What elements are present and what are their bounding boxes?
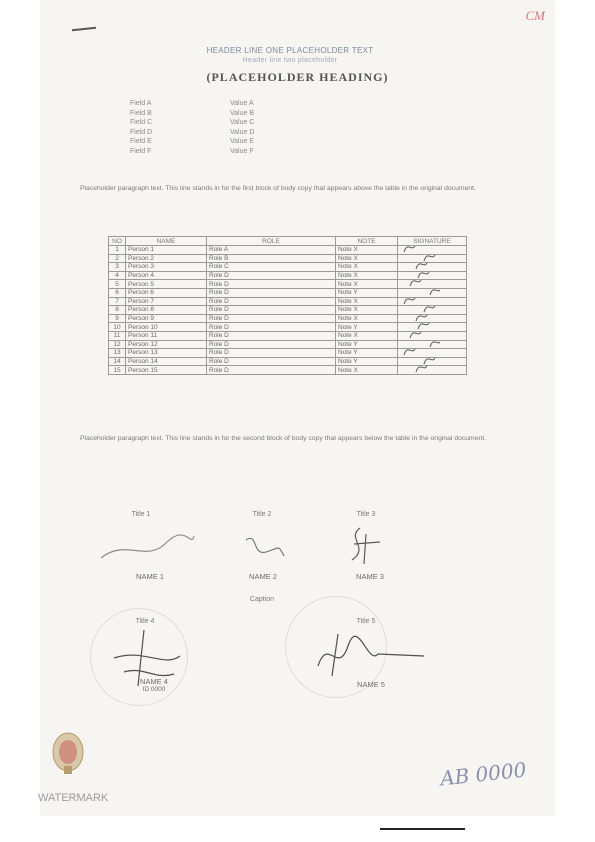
row-note: Note X <box>336 331 398 340</box>
row-name: Person 11 <box>126 331 207 340</box>
row-no: 4 <box>109 271 126 280</box>
row-name: Person 6 <box>126 288 207 297</box>
intro-paragraph: Placeholder paragraph text. This line stands in for the first block of body copy that appears above the table in the original document. <box>80 185 476 192</box>
table-row <box>109 306 467 315</box>
row-signature-scribble <box>400 366 440 375</box>
table-row <box>109 280 467 289</box>
row-signature-scribble <box>400 280 440 289</box>
row-signature-cell <box>398 306 467 315</box>
row-signature-cell <box>398 331 467 340</box>
bottom-left-signer-title: Title 4 <box>135 618 155 625</box>
mid-signer-name: NAME 2 <box>249 572 277 581</box>
row-note: Note X <box>336 297 398 306</box>
info-row <box>130 148 254 158</box>
row-name: Person 5 <box>126 280 207 289</box>
table-row <box>109 288 467 297</box>
row-signature-cell <box>398 349 467 358</box>
row-name: Person 3 <box>126 263 207 272</box>
acknowledged-caption: Caption <box>249 596 275 603</box>
left-signer-name: NAME 1 <box>136 572 164 581</box>
info-label: Field D <box>130 128 153 136</box>
row-signature-scribble <box>400 271 440 280</box>
table-row <box>109 323 467 332</box>
table-row <box>109 254 467 263</box>
row-signature-cell <box>398 288 467 297</box>
left-signer-title: Title 1 <box>131 511 151 518</box>
row-no: 3 <box>109 263 126 272</box>
header-no: NO <box>109 237 126 246</box>
row-signature-scribble <box>400 314 440 323</box>
header-role: ROLE <box>207 237 336 246</box>
row-role: Role D <box>207 357 336 366</box>
row-note: Note X <box>336 271 398 280</box>
info-row <box>130 138 254 148</box>
row-signature-cell <box>398 314 467 323</box>
info-label: Field F <box>130 147 152 155</box>
row-name: Person 13 <box>126 349 207 358</box>
table-row <box>109 297 467 306</box>
corner-handwritten-mark: CM <box>525 8 545 23</box>
info-value: Value E <box>230 138 254 145</box>
row-signature-cell <box>398 271 467 280</box>
info-value: Value F <box>230 147 254 155</box>
table-row <box>109 357 467 366</box>
row-no: 13 <box>109 349 126 358</box>
row-signature-cell <box>398 323 467 332</box>
row-signature-cell <box>398 254 467 263</box>
row-signature-scribble <box>400 349 440 358</box>
info-row <box>130 119 254 129</box>
table-row <box>109 340 467 349</box>
table-body <box>109 246 467 375</box>
row-note: Note Y <box>336 340 398 349</box>
row-no: 9 <box>109 314 126 323</box>
row-role: Role D <box>207 288 336 297</box>
header-name: NAME <box>126 237 207 246</box>
row-role: Role B <box>207 254 336 263</box>
row-name: Person 10 <box>126 323 207 332</box>
row-name: Person 15 <box>126 366 207 375</box>
row-signature-cell <box>398 357 467 366</box>
bottom-rule <box>380 828 465 830</box>
mid-signer-title: Title 2 <box>252 511 272 518</box>
table-header-row <box>109 237 467 246</box>
info-label: Field E <box>130 138 152 145</box>
row-name: Person 1 <box>126 246 207 255</box>
row-name: Person 8 <box>126 306 207 315</box>
handwritten-archive-code: AB 0000 <box>438 757 528 791</box>
row-note: Note Y <box>336 349 398 358</box>
row-no: 5 <box>109 280 126 289</box>
row-signature-scribble <box>400 246 440 255</box>
right-signer-name: NAME 3 <box>356 572 384 581</box>
table-row <box>109 263 467 272</box>
bottom-right-signer-title: Title 5 <box>356 618 376 625</box>
row-role: Role A <box>207 246 336 255</box>
row-signature-cell <box>398 366 467 375</box>
row-note: Note X <box>336 306 398 315</box>
row-role: Role C <box>207 263 336 272</box>
row-note: Note Y <box>336 323 398 332</box>
members-table <box>108 236 467 375</box>
info-value: Value B <box>230 109 254 117</box>
table-row <box>109 349 467 358</box>
row-role: Role D <box>207 340 336 349</box>
info-value: Value D <box>230 128 255 136</box>
info-block <box>130 100 254 157</box>
row-role: Role D <box>207 306 336 315</box>
header-signature: SIGNATURE <box>398 237 467 246</box>
row-role: Role D <box>207 366 336 375</box>
row-signature-cell <box>398 246 467 255</box>
row-signature-cell <box>398 297 467 306</box>
table-row <box>109 314 467 323</box>
row-note: Note Y <box>336 288 398 297</box>
row-role: Role D <box>207 271 336 280</box>
row-no: 15 <box>109 366 126 375</box>
info-label: Field C <box>130 119 153 126</box>
row-signature-scribble <box>400 323 440 332</box>
row-no: 2 <box>109 254 126 263</box>
row-role: Role D <box>207 280 336 289</box>
closing-paragraph: Placeholder paragraph text. This line stands in for the second block of body copy that appears below the table in the original document. <box>80 435 487 442</box>
row-signature-scribble <box>400 340 440 349</box>
info-label: Field B <box>130 109 152 117</box>
row-note: Note X <box>336 314 398 323</box>
right-signature-scribble <box>340 524 388 568</box>
row-signature-cell <box>398 280 467 289</box>
row-signature-scribble <box>400 297 440 306</box>
row-note: Note Y <box>336 357 398 366</box>
row-note: Note X <box>336 366 398 375</box>
row-name: Person 2 <box>126 254 207 263</box>
row-signature-scribble <box>400 306 440 315</box>
bottom-right-signer-name: NAME 5 <box>357 680 385 689</box>
row-signature-scribble <box>400 263 440 272</box>
row-role: Role D <box>207 349 336 358</box>
bottom-left-signer-id: ID 0000 <box>142 686 166 693</box>
row-role: Role D <box>207 297 336 306</box>
row-name: Person 14 <box>126 357 207 366</box>
row-no: 12 <box>109 340 126 349</box>
row-no: 6 <box>109 288 126 297</box>
table-row <box>109 271 467 280</box>
row-note: Note X <box>336 254 398 263</box>
row-note: Note X <box>336 263 398 272</box>
row-signature-scribble <box>400 288 440 297</box>
row-no: 10 <box>109 323 126 332</box>
row-no: 7 <box>109 297 126 306</box>
right-signer-title: Title 3 <box>356 511 376 518</box>
row-role: Role D <box>207 323 336 332</box>
row-name: Person 9 <box>126 314 207 323</box>
bottom-left-signer-name: NAME 4 <box>140 677 168 686</box>
row-no: 1 <box>109 246 126 255</box>
row-signature-cell <box>398 340 467 349</box>
row-signature-scribble <box>400 254 440 263</box>
row-signature-scribble <box>400 331 440 340</box>
info-row <box>130 100 254 110</box>
left-signature-scribble <box>96 528 196 568</box>
info-value: Value A <box>230 100 254 107</box>
table-row <box>109 366 467 375</box>
bottom-right-signature-scribble <box>308 626 428 682</box>
document-title-line: HEADER LINE ONE PLACEHOLDER TEXT <box>206 46 374 55</box>
seal-logo <box>50 730 86 776</box>
row-no: 11 <box>109 331 126 340</box>
row-no: 14 <box>109 357 126 366</box>
row-name: Person 4 <box>126 271 207 280</box>
table-row <box>109 331 467 340</box>
document-heading: (PLACEHOLDER HEADING) <box>206 70 389 84</box>
table-row <box>109 246 467 255</box>
info-value: Value C <box>230 119 255 126</box>
info-label: Field A <box>130 100 152 107</box>
info-row <box>130 110 254 120</box>
row-role: Role D <box>207 314 336 323</box>
row-note: Note X <box>336 246 398 255</box>
row-name: Person 7 <box>126 297 207 306</box>
watermark-label: WATERMARK <box>38 792 109 804</box>
row-role: Role D <box>207 331 336 340</box>
row-signature-scribble <box>400 357 440 366</box>
row-note: Note X <box>336 280 398 289</box>
mid-signature-scribble <box>238 530 288 564</box>
row-signature-cell <box>398 263 467 272</box>
row-name: Person 12 <box>126 340 207 349</box>
info-row <box>130 129 254 139</box>
header-note: NOTE <box>336 237 398 246</box>
row-no: 8 <box>109 306 126 315</box>
document-subtitle-line: Header line two placeholder <box>242 57 338 64</box>
